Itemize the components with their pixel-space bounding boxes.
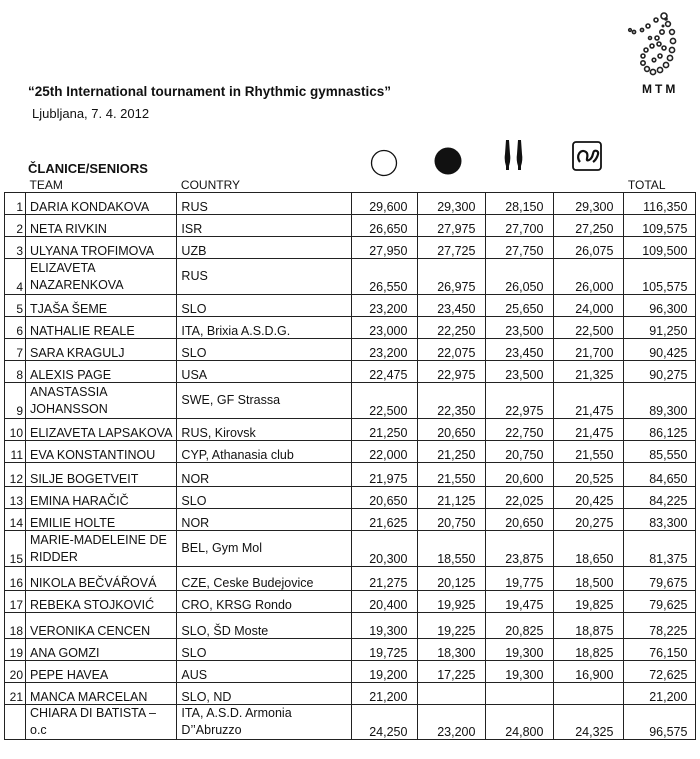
mtm-logo [626, 10, 688, 100]
col-total-header: TOTAL [627, 178, 666, 192]
clubs-score: 23,500 [486, 361, 554, 383]
ribbon-score: 24,000 [554, 295, 624, 317]
table-row [5, 383, 696, 419]
athlete-name: MARIE-MADELEINE DE RIDDER [26, 531, 177, 567]
clubs-score: 23,500 [486, 317, 554, 339]
total-score: 83,300 [624, 509, 696, 531]
row-number: 20 [5, 661, 26, 683]
ribbon-score: 18,500 [554, 567, 624, 591]
clubs-score: 19,475 [486, 591, 554, 613]
clubs-score: 20,750 [486, 441, 554, 463]
table-row [5, 419, 696, 441]
ball-score: 17,225 [418, 661, 486, 683]
total-score: 79,675 [624, 567, 696, 591]
country: ITA, A.S.D. Armonia D’’Abruzzo [177, 705, 352, 740]
ball-score: 22,975 [418, 361, 486, 383]
row-number: 1 [5, 193, 26, 215]
ball-score: 18,300 [418, 639, 486, 661]
clubs-score: 23,875 [486, 531, 554, 567]
ball-score: 22,350 [418, 383, 486, 419]
total-score: 86,125 [624, 419, 696, 441]
table-row [5, 361, 696, 383]
country: CRO, KRSG Rondo [177, 591, 352, 613]
athlete-name: REBEKA STOJKOVIĆ [26, 591, 177, 613]
row-number: 13 [5, 487, 26, 509]
row-number: 12 [5, 463, 26, 487]
athlete-name: EVA KONSTANTINOU [26, 441, 177, 463]
total-score: 72,625 [624, 661, 696, 683]
table-row [5, 613, 696, 639]
clubs-score: 20,650 [486, 509, 554, 531]
hoop-score: 22,475 [352, 361, 418, 383]
athlete-name: ELIZAVETA NAZARENKOVA [26, 259, 177, 295]
hoop-score: 21,625 [352, 509, 418, 531]
clubs-score: 27,750 [486, 237, 554, 259]
row-number: 18 [5, 613, 26, 639]
section-title: ČLANICE/SENIORS [28, 161, 148, 176]
ball-score: 27,725 [418, 237, 486, 259]
total-score: 84,225 [624, 487, 696, 509]
row-number: 19 [5, 639, 26, 661]
ball-score: 23,200 [418, 705, 486, 740]
clubs-score: 23,450 [486, 339, 554, 361]
hoop-score: 21,200 [352, 683, 418, 705]
ribbon-score: 18,875 [554, 613, 624, 639]
country: RUS, Kirovsk [177, 419, 352, 441]
ribbon-score: 21,550 [554, 441, 624, 463]
total-score: 96,300 [624, 295, 696, 317]
country: ISR [177, 215, 352, 237]
athlete-name: SARA KRAGULJ [26, 339, 177, 361]
row-number: 2 [5, 215, 26, 237]
table-row [5, 339, 696, 361]
athlete-name: DARIA KONDAKOVA [26, 193, 177, 215]
clubs-score: 22,025 [486, 487, 554, 509]
ribbon-score: 24,325 [554, 705, 624, 740]
ribbon-score: 19,825 [554, 591, 624, 613]
ribbon-score: 26,075 [554, 237, 624, 259]
athlete-name: SILJE BOGETVEIT [26, 463, 177, 487]
clubs-icon [500, 138, 526, 179]
ribbon-score: 21,475 [554, 419, 624, 441]
hoop-score: 19,200 [352, 661, 418, 683]
ball-score: 19,925 [418, 591, 486, 613]
ball-score: 22,075 [418, 339, 486, 361]
table-row [5, 215, 696, 237]
country: CZE, Ceske Budejovice [177, 567, 352, 591]
ball-score: 20,650 [418, 419, 486, 441]
clubs-score: 24,800 [486, 705, 554, 740]
total-score: 109,575 [624, 215, 696, 237]
hoop-score: 26,550 [352, 259, 418, 295]
athlete-name: EMINA HARAČIČ [26, 487, 177, 509]
country: SLO [177, 487, 352, 509]
hoop-score: 19,725 [352, 639, 418, 661]
table-row [5, 193, 696, 215]
row-number: 17 [5, 591, 26, 613]
hoop-score: 29,600 [352, 193, 418, 215]
table-row [5, 683, 696, 705]
table-row [5, 531, 696, 567]
athlete-name: ULYANA TROFIMOVA [26, 237, 177, 259]
total-score: 21,200 [624, 683, 696, 705]
total-score: 105,575 [624, 259, 696, 295]
athlete-name: NETA RIVKIN [26, 215, 177, 237]
clubs-score: 19,300 [486, 661, 554, 683]
country: SLO, ŠD Moste [177, 613, 352, 639]
country: ITA, Brixia A.S.D.G. [177, 317, 352, 339]
hoop-score: 23,200 [352, 295, 418, 317]
clubs-score: 26,050 [486, 259, 554, 295]
total-score: 109,500 [624, 237, 696, 259]
hoop-score: 24,250 [352, 705, 418, 740]
ball-score: 29,300 [418, 193, 486, 215]
total-score: 84,650 [624, 463, 696, 487]
athlete-name: TJAŠA ŠEME [26, 295, 177, 317]
country: AUS [177, 661, 352, 683]
athlete-name: NATHALIE REALE [26, 317, 177, 339]
country: NOR [177, 509, 352, 531]
total-score: 90,275 [624, 361, 696, 383]
total-score: 78,225 [624, 613, 696, 639]
total-score: 85,550 [624, 441, 696, 463]
ribbon-icon [571, 140, 603, 177]
page-title: “25th International tournament in Rhythmic gymnastics” [28, 84, 392, 99]
ball-score [418, 683, 486, 705]
col-country-header: COUNTRY [180, 178, 241, 192]
athlete-name: PEPE HAVEA [26, 661, 177, 683]
ribbon-score: 27,250 [554, 215, 624, 237]
row-number: 21 [5, 683, 26, 705]
col-team-header: TEAM [29, 178, 63, 192]
row-number: 8 [5, 361, 26, 383]
ribbon-score: 20,425 [554, 487, 624, 509]
ribbon-score: 18,825 [554, 639, 624, 661]
hoop-score: 21,275 [352, 567, 418, 591]
athlete-name: MANCA MARCELAN [26, 683, 177, 705]
table-row [5, 661, 696, 683]
athlete-name: ELIZAVETA LAPSAKOVA [26, 419, 177, 441]
ball-score: 20,750 [418, 509, 486, 531]
hoop-score: 20,300 [352, 531, 418, 567]
country: USA [177, 361, 352, 383]
total-score: 81,375 [624, 531, 696, 567]
athlete-name: ANA GOMZI [26, 639, 177, 661]
ribbon-score: 21,325 [554, 361, 624, 383]
country: SLO [177, 639, 352, 661]
athlete-name: EMILIE HOLTE [26, 509, 177, 531]
table-row [5, 295, 696, 317]
athlete-name: NIKOLA BEČVÁŘOVÁ [26, 567, 177, 591]
table-row [5, 237, 696, 259]
row-number: 14 [5, 509, 26, 531]
logo-text: MTM [642, 82, 679, 96]
page-subtitle: Ljubljana, 7. 4. 2012 [32, 106, 150, 121]
clubs-score: 25,650 [486, 295, 554, 317]
country: BEL, Gym Mol [177, 531, 352, 567]
clubs-score: 27,700 [486, 215, 554, 237]
table-row [5, 441, 696, 463]
athlete-name: CHIARA DI BATISTA – o.c [26, 705, 177, 740]
ball-score: 18,550 [418, 531, 486, 567]
country: SLO [177, 339, 352, 361]
clubs-score: 22,750 [486, 419, 554, 441]
table-row [5, 591, 696, 613]
country: SLO [177, 295, 352, 317]
row-number: 15 [5, 531, 26, 567]
ball-score: 21,125 [418, 487, 486, 509]
athlete-name: ANASTASSIA JOHANSSON [26, 383, 177, 419]
ball-score: 19,225 [418, 613, 486, 639]
results-table [4, 178, 696, 740]
hoop-score: 22,500 [352, 383, 418, 419]
hoop-score: 27,950 [352, 237, 418, 259]
row-number: 10 [5, 419, 26, 441]
clubs-score: 28,150 [486, 193, 554, 215]
table-row [5, 259, 696, 295]
row-number: 3 [5, 237, 26, 259]
clubs-score: 19,300 [486, 639, 554, 661]
ribbon-score: 20,275 [554, 509, 624, 531]
ball-score: 22,250 [418, 317, 486, 339]
row-number: 16 [5, 567, 26, 591]
ball-score: 27,975 [418, 215, 486, 237]
clubs-score: 22,975 [486, 383, 554, 419]
ribbon-score: 16,900 [554, 661, 624, 683]
ball-score: 21,550 [418, 463, 486, 487]
ribbon-score: 21,475 [554, 383, 624, 419]
hoop-score: 20,400 [352, 591, 418, 613]
hoop-score: 21,975 [352, 463, 418, 487]
hoop-score: 19,300 [352, 613, 418, 639]
country: CYP, Athanasia club [177, 441, 352, 463]
ball-score: 26,975 [418, 259, 486, 295]
row-number: 7 [5, 339, 26, 361]
country: RUS [177, 259, 352, 295]
ribbon-score [554, 683, 624, 705]
total-score: 96,575 [624, 705, 696, 740]
row-number: 9 [5, 383, 26, 419]
hoop-score: 23,200 [352, 339, 418, 361]
country: NOR [177, 463, 352, 487]
total-score: 90,425 [624, 339, 696, 361]
country: SLO, ND [177, 683, 352, 705]
athlete-name: VERONIKA CENCEN [26, 613, 177, 639]
table-row [5, 639, 696, 661]
row-number: 4 [5, 259, 26, 295]
ball-score: 23,450 [418, 295, 486, 317]
table-row [5, 705, 696, 740]
athlete-name: ALEXIS PAGE [26, 361, 177, 383]
country: UZB [177, 237, 352, 259]
clubs-score: 20,825 [486, 613, 554, 639]
ribbon-score: 21,700 [554, 339, 624, 361]
table-row [5, 567, 696, 591]
ball-score: 20,125 [418, 567, 486, 591]
total-score: 76,150 [624, 639, 696, 661]
header-row [5, 178, 696, 193]
total-score: 91,250 [624, 317, 696, 339]
hoop-score: 21,250 [352, 419, 418, 441]
ball-icon [433, 146, 463, 181]
ribbon-score: 18,650 [554, 531, 624, 567]
table-row [5, 317, 696, 339]
ribbon-score: 20,525 [554, 463, 624, 487]
hoop-score: 26,650 [352, 215, 418, 237]
table-row [5, 509, 696, 531]
row-number [5, 705, 26, 740]
country: RUS [177, 193, 352, 215]
clubs-score: 20,600 [486, 463, 554, 487]
hoop-score: 20,650 [352, 487, 418, 509]
ribbon-score: 29,300 [554, 193, 624, 215]
hoop-score: 22,000 [352, 441, 418, 463]
table-row [5, 487, 696, 509]
row-number: 11 [5, 441, 26, 463]
table-row [5, 463, 696, 487]
country: SWE, GF Strassa [177, 383, 352, 419]
row-number: 5 [5, 295, 26, 317]
row-number: 6 [5, 317, 26, 339]
ball-score: 21,250 [418, 441, 486, 463]
ribbon-score: 26,000 [554, 259, 624, 295]
ribbon-score: 22,500 [554, 317, 624, 339]
total-score: 116,350 [624, 193, 696, 215]
hoop-score: 23,000 [352, 317, 418, 339]
clubs-score: 19,775 [486, 567, 554, 591]
total-score: 79,625 [624, 591, 696, 613]
clubs-score [486, 683, 554, 705]
total-score: 89,300 [624, 383, 696, 419]
